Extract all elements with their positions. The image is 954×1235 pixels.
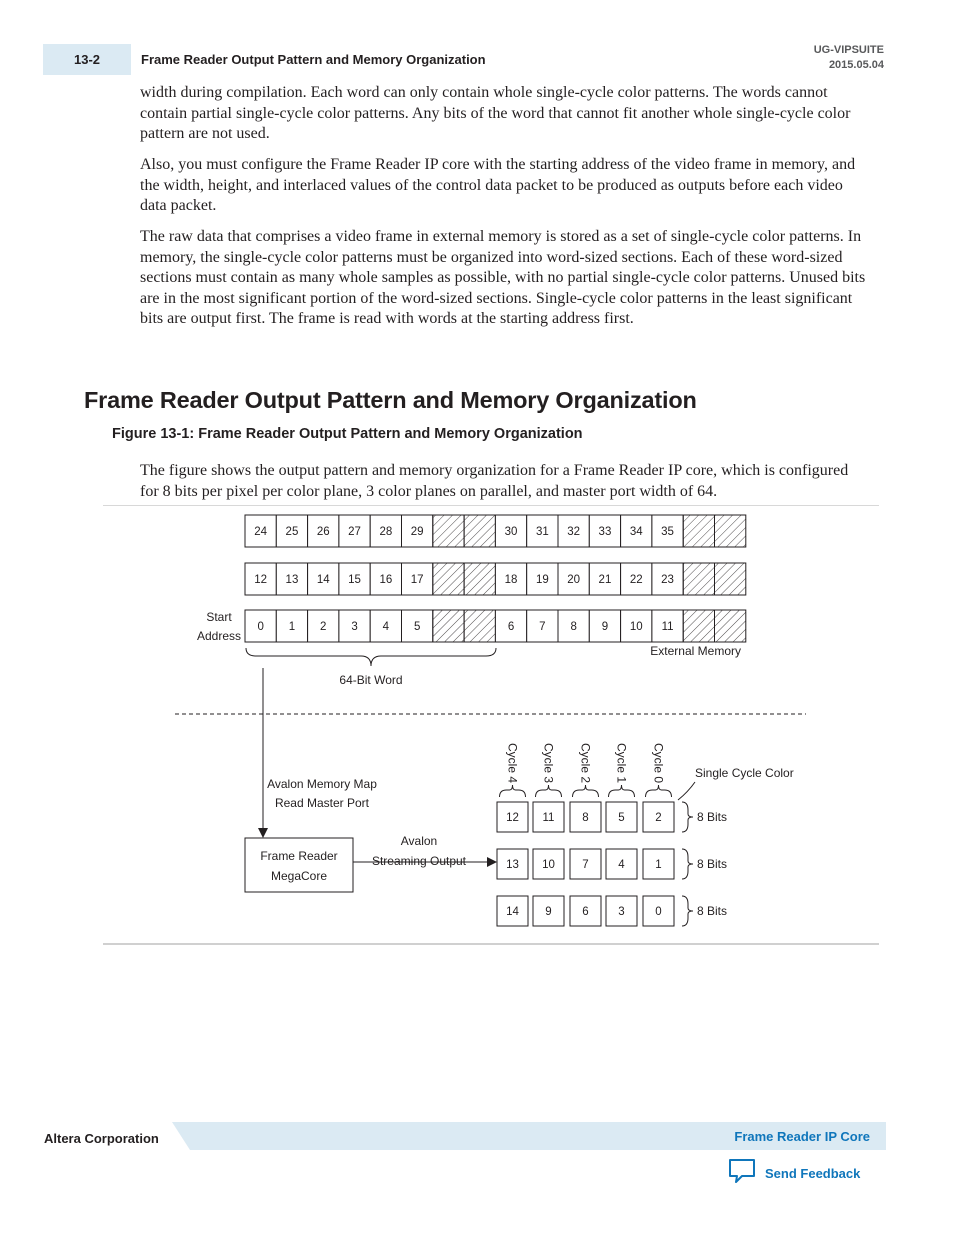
document-date: 2015.05.04 (828, 59, 884, 71)
document-code: UG-VIPSUITE (813, 44, 884, 56)
cycle-label: Cycle 3 (541, 743, 556, 784)
memory-cell-value: 4 (382, 621, 390, 633)
figure-description: The figure shows the output pattern and memory organization for a Frame Reader IP core, which is configured for 8 bits per pixel per color plane, 3 color planes on parallel, and master port width of 64. (140, 462, 849, 500)
cycle-brace (536, 785, 562, 797)
memory-cell-value: 33 (598, 526, 612, 538)
memory-cell-value: 18 (504, 574, 518, 586)
output-cell-value: 1 (655, 859, 662, 871)
footer-company: Altera Corporation (44, 1131, 159, 1146)
unused-bits-cell (683, 563, 714, 595)
unused-bits-cell (464, 563, 495, 595)
feedback-icon (728, 1158, 756, 1189)
single-cycle-color-label: Single Cycle Color (695, 766, 794, 780)
memory-cell-value: 32 (567, 526, 581, 538)
memory-cell-value: 15 (348, 574, 361, 586)
unused-bits-cell (715, 563, 746, 595)
memory-cell-value: 29 (410, 526, 424, 538)
memory-cell-value: 1 (288, 621, 296, 633)
memory-cell-value: 19 (535, 574, 549, 586)
cycle-brace (573, 785, 599, 797)
memory-cell-value: 22 (629, 574, 643, 586)
cycle-label: Cycle 2 (578, 743, 593, 784)
frame-reader-block (245, 838, 353, 892)
cycle-label: Cycle 4 (505, 743, 520, 784)
unused-bits-cell (683, 610, 714, 642)
bits-label: 8 Bits (697, 810, 728, 824)
memory-cell-value: 5 (413, 621, 421, 633)
single-cycle-pointer (678, 782, 695, 800)
output-cell-value: 4 (618, 859, 625, 871)
output-cell-value: 12 (506, 812, 519, 824)
footer-band-slant (160, 1122, 190, 1162)
avalon-st-label-line2: Streaming Output (371, 854, 467, 868)
memory-cell-value: 2 (320, 621, 327, 633)
memory-cell-value: 12 (254, 574, 268, 586)
external-memory-grid (245, 515, 746, 642)
output-cell-value: 5 (618, 812, 625, 824)
avalon-mm-label-line1: Avalon Memory Map (267, 777, 377, 791)
figure-caption: Figure 13-1: Frame Reader Output Pattern and Memory Organization (112, 426, 583, 442)
avalon-mm-label-line2: Read Master Port (274, 796, 370, 810)
word-brace (246, 648, 496, 666)
memory-cell-value: 25 (285, 526, 299, 538)
memory-cell-value: 11 (661, 621, 674, 633)
memory-cell-value: 24 (254, 526, 268, 538)
output-cell-value: 13 (506, 859, 519, 871)
memory-cell-value: 10 (629, 621, 643, 633)
frame-reader-label-line1: Frame Reader (260, 849, 338, 863)
unused-bits-cell (433, 563, 464, 595)
output-cell-value: 9 (545, 906, 552, 918)
output-cell-value: 0 (655, 906, 662, 918)
body-paragraph-2: Also, you must configure the Frame Reader IP core with the starting address of the video frame in memory, and the width, height, and interlaced values of the control data packet to be produced as outputs before each video data packet. (140, 156, 856, 215)
bits-label: 8 Bits (697, 904, 728, 918)
memory-cell-value: 0 (257, 621, 264, 633)
avalon-st-label-line1: Avalon (400, 834, 438, 848)
bits-brace (682, 849, 693, 879)
unused-bits-cell (433, 515, 464, 547)
memory-cell-value: 3 (351, 621, 358, 633)
unused-bits-cell (464, 610, 495, 642)
bits-label: 8 Bits (697, 857, 728, 871)
memory-cell-value: 20 (567, 574, 581, 586)
unused-bits-cell (715, 610, 746, 642)
start-address-label-line1: Start (206, 610, 232, 624)
memory-cell-value: 17 (410, 574, 424, 586)
cycle-label: Cycle 1 (614, 743, 629, 784)
body-paragraph-1: width during compilation. Each word can only contain whole single-cycle color patterns. The words cannot contain partial single-cycle color patterns. Any bits of the word that cannot fit another whole single-cycle color pattern are not used. (140, 84, 851, 143)
footer-chapter-link[interactable]: Frame Reader IP Core (734, 1129, 870, 1144)
output-cell-value: 2 (655, 812, 662, 824)
memory-cell-value: 28 (379, 526, 393, 538)
memory-cell-value: 14 (316, 574, 330, 586)
output-cell-value: 10 (542, 859, 555, 871)
section-heading: Frame Reader Output Pattern and Memory Organization (84, 387, 697, 413)
bits-brace (682, 802, 693, 832)
cycle-brace (500, 785, 526, 797)
memory-cell-value: 6 (507, 621, 515, 633)
send-feedback-label: Send Feedback (765, 1166, 861, 1181)
memory-cell-value: 13 (285, 574, 299, 586)
word-label: 64-Bit Word (339, 673, 403, 687)
memory-cell-value: 35 (661, 526, 674, 538)
frame-reader-label-line2: MegaCore (270, 869, 328, 883)
output-cell-value: 11 (542, 812, 555, 824)
unused-bits-cell (464, 515, 495, 547)
memory-cell-value: 30 (504, 526, 518, 538)
cycle-label: Cycle 0 (651, 743, 666, 784)
memory-cell-value: 27 (348, 526, 361, 538)
memory-cell-value: 9 (601, 621, 609, 633)
page-number: 13-2 (73, 52, 101, 67)
output-cell-value: 6 (582, 906, 589, 918)
unused-bits-cell (433, 610, 464, 642)
memory-cell-value: 7 (539, 621, 546, 633)
unused-bits-cell (683, 515, 714, 547)
memory-cell-value: 23 (661, 574, 674, 586)
send-feedback-link[interactable] (728, 1158, 860, 1189)
body-paragraph-3: The raw data that comprises a video frame in external memory is stored as a set of single-cycle color patterns. In memory, the single-cycle color patterns must be organized into word-sized sections. Each of these word-sized sections must contain as many whole samples as possible, with no partial single-cycle color patterns. Unused bits are in the most significant portion of the word-sized sections. Single-cycle color patterns in the least significant bits are output first. The frame is read with words at the starting address first. (140, 228, 866, 328)
output-cell-value: 3 (618, 906, 625, 918)
start-address-label-line2: Address (196, 629, 242, 643)
output-cell-value: 14 (506, 906, 519, 918)
memory-cell-value: 26 (316, 526, 330, 538)
memory-cell-value: 31 (535, 526, 549, 538)
output-pattern-grid (497, 743, 727, 926)
running-title: Frame Reader Output Pattern and Memory Organization (141, 52, 486, 67)
bits-brace (682, 896, 693, 926)
memory-cell-value: 16 (379, 574, 393, 586)
cycle-brace (646, 785, 672, 797)
output-cell-value: 8 (582, 812, 589, 824)
external-memory-label: External Memory (650, 644, 741, 658)
memory-cell-value: 8 (570, 621, 577, 633)
output-cell-value: 7 (582, 859, 589, 871)
unused-bits-cell (715, 515, 746, 547)
memory-cell-value: 34 (629, 526, 643, 538)
memory-cell-value: 21 (598, 574, 612, 586)
cycle-brace (609, 785, 635, 797)
